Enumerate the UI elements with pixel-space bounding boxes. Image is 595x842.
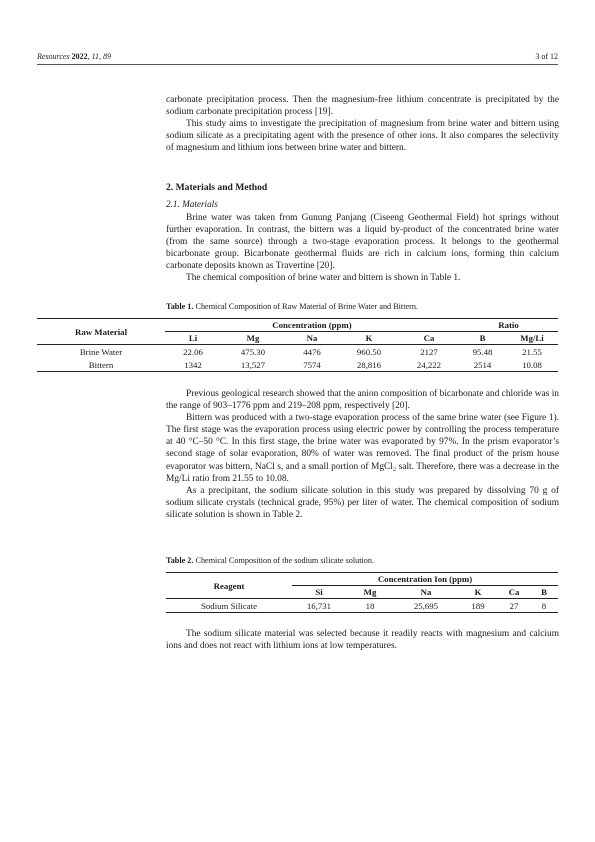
table-cell: 18 [365, 600, 375, 611]
table1-row-header: Raw Material [74, 326, 128, 337]
table2-col-k: K [474, 587, 482, 597]
row-label: Brine Water [79, 346, 123, 357]
paragraph-6: Bittern was produced with a two-stage evaporation process of the same brine water (see Figure 1). The first stage was the evaporation process using electric power by controlling the process temperature at 40 °C–50 °C. In this first stage, the brine water was evaporated by 97%. In the prism evaporator’s second stage of solar evaporation, 80% of water was removed. The final product of the prism house evaporator was bittern, NaCl s, and a small portion of MgCl₂ salt. Therefore, there was a decrease in the Mg/Li ratio from 21.55 to 10.08. [166, 413, 559, 484]
section-heading: 2. Materials and Method [166, 182, 268, 193]
table2-col-b: B [541, 587, 547, 597]
journal-year: 2022 [71, 52, 88, 61]
paragraph-1: carbonate precipitation process. Then the magnesium-free lithium concentrate is precipitated by the sodium carbonate precipitation process [19]. [166, 95, 559, 118]
table-cell: 21.55 [522, 346, 542, 357]
paragraph-4: The chemical composition of brine water and bittern is shown in Table 1. [186, 273, 461, 284]
table2-col-ca: Ca [508, 587, 520, 597]
table-cell: 28,816 [356, 359, 382, 370]
table-cell: 22.06 [183, 346, 203, 357]
table-cell: 10.08 [522, 359, 542, 370]
table-cell: 960.50 [356, 346, 382, 357]
table-row [166, 599, 558, 613]
table-cell: 24,222 [416, 359, 442, 370]
table-cell: 2127 [420, 346, 438, 357]
table-1 [37, 318, 558, 372]
table1-caption [166, 302, 418, 311]
subsection-heading: 2.1. Materials [166, 199, 218, 209]
journal-citation [37, 52, 111, 61]
intro-paragraphs [166, 94, 559, 154]
table1-label: Table 1. [166, 302, 194, 311]
table1-group-concentration: Concentration (ppm) [165, 319, 459, 332]
table2-col-si: Si [315, 587, 323, 597]
table-cell: 2514 [473, 359, 492, 370]
paragraph-7: As a precipitant, the sodium silicate solution in this study was prepared by dissolving 70 g of sodium silicate crystals (technical grade, 95%) per liter of water. The chemical composition of sodium silicate solution is shown in Table 2. [166, 485, 559, 520]
table2-caption-text: Chemical Composition of the sodium silicate solution. [193, 556, 375, 565]
table-cell: 475.30 [240, 346, 266, 357]
table1-col-li: Li [188, 333, 198, 343]
table-cell: 27 [509, 600, 519, 611]
table-cell: 7574 [303, 359, 321, 370]
closing-paragraph [166, 628, 559, 652]
table2-col-na: Na [420, 587, 432, 597]
table-2 [166, 572, 558, 613]
table1-col-na: Na [306, 333, 318, 343]
table2-row-header: Reagent [213, 580, 245, 591]
table2-label: Table 2. [166, 556, 194, 565]
table-cell: 13,527 [240, 359, 266, 370]
table1-header-row-1 [37, 319, 558, 332]
row-label: Sodium Silicate [201, 600, 257, 611]
table2-caption [166, 556, 374, 565]
header-rule [37, 64, 558, 65]
table1-caption-text: Chemical Composition of Raw Material of Brine Water and Bittern. [193, 302, 418, 311]
methods-paragraphs [166, 388, 559, 521]
table-cell: 1342 [184, 359, 202, 370]
table-cell: 95.48 [472, 346, 493, 357]
table-row [37, 358, 558, 372]
table-cell: 189 [471, 600, 485, 611]
table1-col-mg-li: Mg/Li [520, 333, 544, 343]
table1-col-b: B [479, 333, 486, 343]
table1-col-k: K [365, 333, 373, 343]
journal-name: Resources [37, 52, 70, 61]
journal-volume: , 11, 89 [87, 52, 111, 61]
paragraph-3: Brine water was taken from Gunung Panjang (Ciseeng Geothermal Field) hot springs without further evaporation. In contrast, the bittern was a liquid by-product of the concentrated brine water (from the same source) through a two-stage evaporation process. It belongs to the geothermal bicarbonate group. Bicarbonate geothermal fluids are rich in calcium ions, forming thin calcium carbonate deposits known as Travertine [20]. [166, 213, 559, 272]
paragraph-2: This study aims to investigate the precipitation of magnesium from brine water and bittern using sodium silicate as a precipitating agent with the presence of other ions. It also compares the selectivity of magnesium and lithium ions between brine water and bittern. [166, 119, 559, 154]
materials-paragraphs [166, 212, 559, 285]
page-number: 3 of 12 [535, 52, 558, 61]
table2-header-row-1 [166, 573, 558, 586]
paragraph-5: Previous geological research showed that the anion composition of bicarbonate and chloride was in the range of 903–1776 ppm and 219–208 ppm, respectively [20]. [166, 389, 559, 412]
table2-col-mg: Mg [363, 587, 377, 597]
row-label: Bittern [88, 359, 114, 370]
table-cell: 25,695 [413, 600, 439, 611]
table-row [37, 345, 558, 359]
table1-col-mg: Mg [246, 333, 260, 343]
table-cell: 4476 [303, 346, 321, 357]
table-cell: 8 [541, 600, 547, 611]
table1-group-ratio: Ratio [459, 319, 558, 332]
paragraph-8: The sodium silicate material was selected because it readily reacts with magnesium and calcium ions and does not react with lithium ions at low temperatures. [166, 629, 559, 652]
table-cell: 16,731 [306, 600, 332, 611]
page-header [37, 52, 558, 64]
table1-col-ca: Ca [423, 333, 435, 343]
table2-group-concentration: Concentration Ion (ppm) [292, 573, 558, 586]
